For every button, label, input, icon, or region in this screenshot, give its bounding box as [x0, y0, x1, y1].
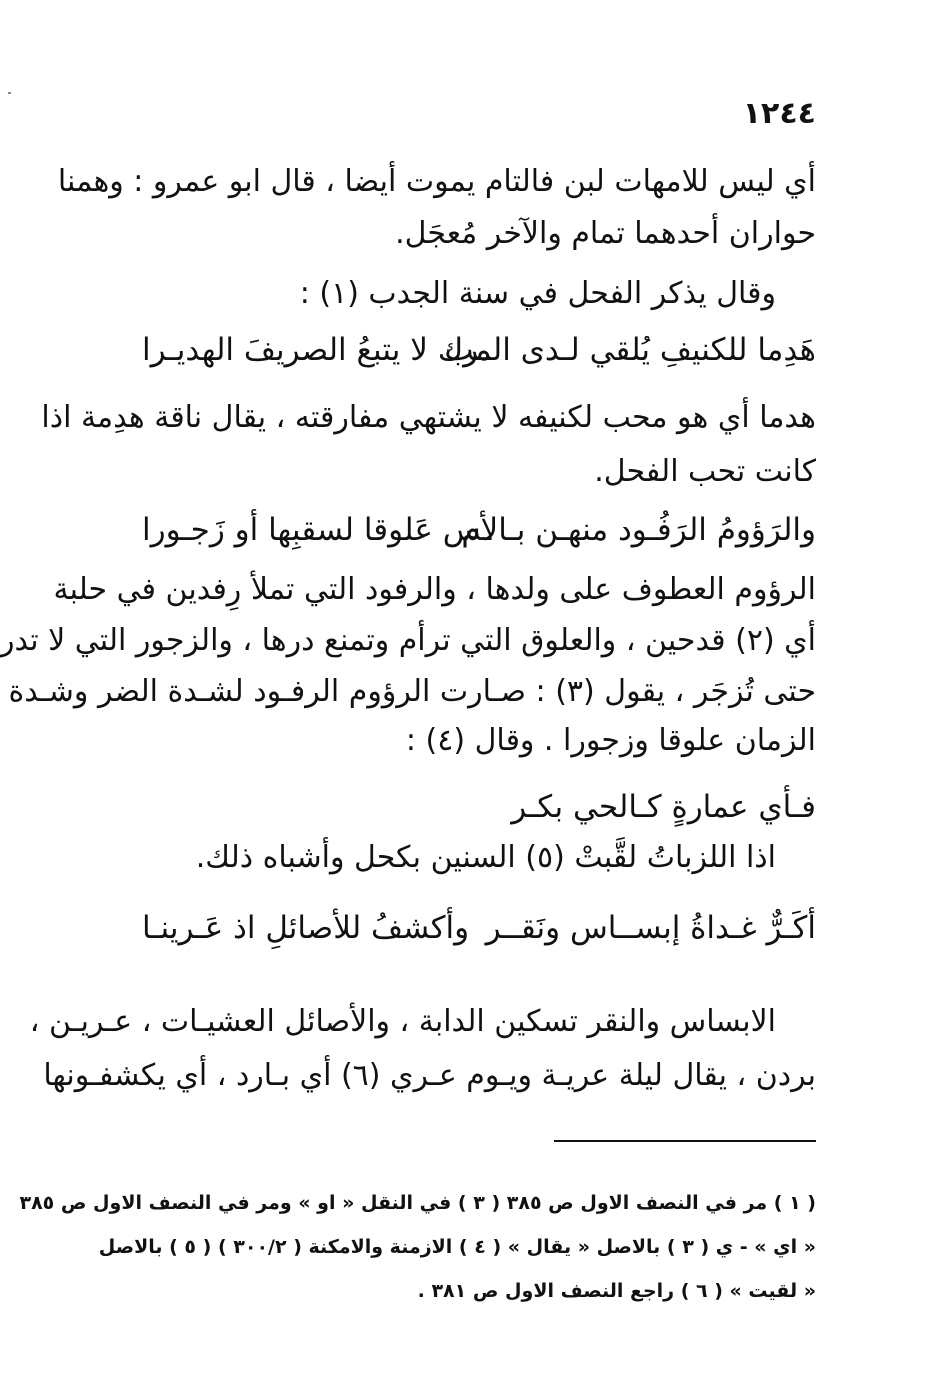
verse-first-hemistich: أكَـرٌّ غـداةُ إبســاس ونَقــر: [485, 910, 816, 946]
footnote-line: « اي » - ي ( ٣ ) بالاصل « يقال » ( ٤ ) الازمنة والامكنة ( ٣٠٠/٢ ) ( ٥ ) بالاصل: [98, 1236, 816, 1258]
verse-first-hemistich: والرَؤومُ الرَفُـود منهـن بـالأم: [461, 512, 816, 548]
verse-first-hemistich: فـأي عمارةٍ كـالحي بكـر: [511, 789, 816, 825]
text-line: اذا اللزباتُ لقَّبتْ (٥) السنين بكحل وأشباه ذلك.: [195, 840, 776, 875]
verse-second-hemistich: ـس عَلوقا لسقبِها أو زَجـورا: [142, 512, 492, 548]
text-line: حتى تُزجَر ، يقول (٣) : صـارت الرؤوم الرفـود لشـدة الضر وشـدة: [8, 674, 816, 709]
footnote-separator: [554, 1140, 816, 1142]
footnote-line: « لقيت » ( ٦ ) راجع النصف الاول ص ٣٨١ .: [417, 1280, 816, 1302]
text-line: بردن ، يقال ليلة عريـة ويـوم عـري (٦) أي بـارد ، أي يكشفـونها: [43, 1058, 816, 1093]
text-line: الابساس والنقر تسكين الدابة ، والأصائل العشيـات ، عـريـن ،: [29, 1004, 776, 1039]
text-line: أي ليس للامهات لبن فالتام يموت أيضا ، قال ابو عمرو : وهمنا: [57, 164, 816, 199]
page-number: ١٢٤٤: [742, 96, 816, 131]
text-line: الرؤوم العطوف على ولدها ، والرفود التي تملأ رِفدين في حلبة: [53, 572, 816, 607]
verse-first-hemistich: هَدِما للكنيفِ يُلقي لـدى المب: [444, 332, 816, 368]
scan-mark: [8, 92, 11, 94]
text-line: هدما أي هو محب لكنيفه لا يشتهي مفارقته ، يقال ناقة هدِمة اذا: [41, 400, 816, 435]
footnote-line: ( ١ ) مر في النصف الاول ص ٣٨٥ ( ٣ ) في النقل « او » ومر في النصف الاول ص ٣٨٥: [19, 1192, 816, 1214]
text-line: أي (٢) قدحين ، والعلوق التي ترأم وتمنع درها ، والزجور التي لا تدر: [0, 623, 816, 658]
text-line: وقال يذكر الفحل في سنة الجدب (١) :: [299, 276, 776, 311]
verse-second-hemistich: وأكشفُ للأصائلِ اذ عَـرينـا: [142, 910, 470, 946]
text-line: حواران أحدهما تمام والآخر مُعجَل.: [395, 216, 816, 251]
text-line: كانت تحب الفحل.: [594, 454, 816, 489]
verse-second-hemistich: ـرك لا يتبعُ الصريفَ الهديـرا: [142, 332, 490, 368]
text-line: الزمان علوقا وزجورا . وقال (٤) :: [405, 723, 816, 758]
